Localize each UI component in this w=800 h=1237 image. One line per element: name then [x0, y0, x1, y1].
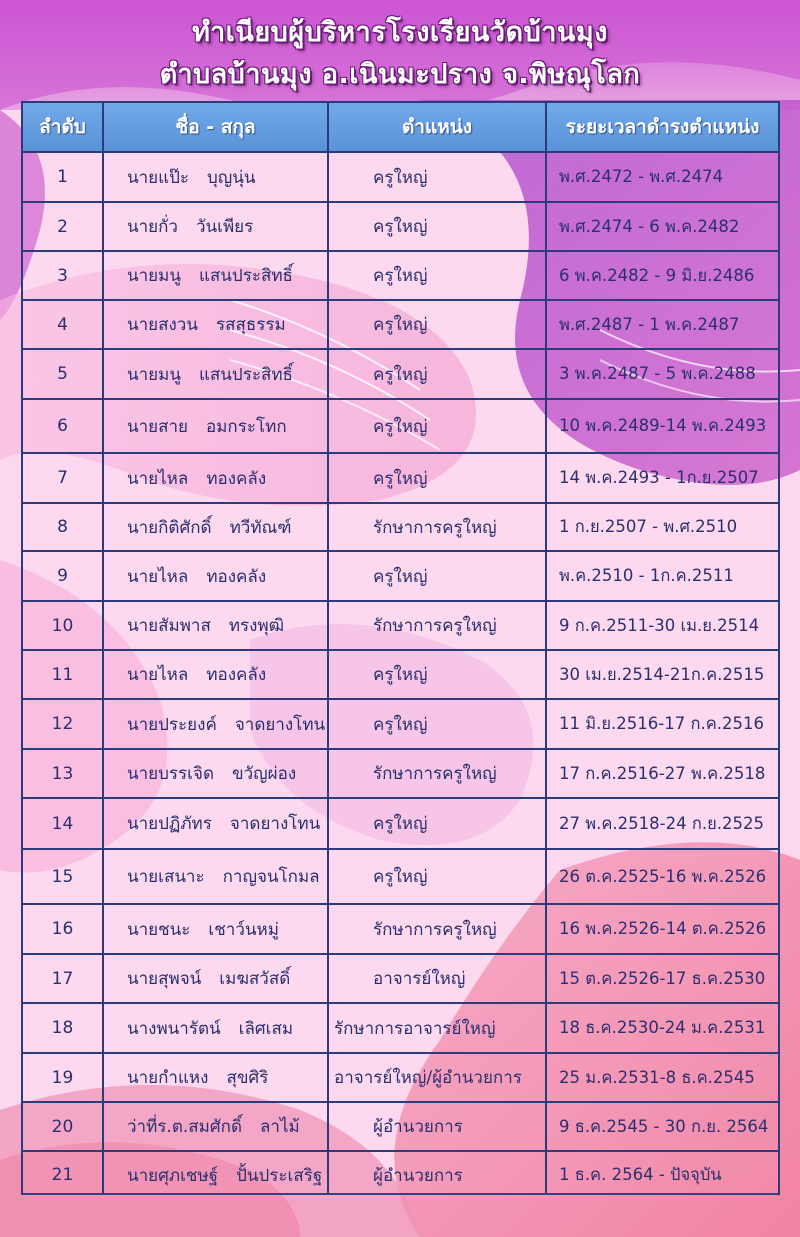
page-title: ทำเนียบผู้บริหารโรงเรียนวัดบ้านมุง	[192, 17, 608, 48]
row-order-number: 10	[51, 615, 74, 636]
row-term-period: 30 เม.ย.2514-21ก.ค.2515	[559, 664, 765, 684]
row-term-period: 16 พ.ค.2526-14 ต.ค.2526	[559, 919, 767, 938]
first-name: นายไหล	[127, 665, 189, 685]
first-name: นายกำแหง	[127, 1068, 209, 1088]
table-row	[23, 252, 778, 301]
last-name: เมฆสวัสดิ์	[219, 969, 291, 989]
table-row	[23, 301, 778, 350]
last-name: กาญจนโกมล	[222, 867, 320, 887]
last-name: รสสุธรรม	[215, 315, 286, 335]
row-position: ครูใหญ่	[373, 167, 428, 188]
last-name: บุญนุ่น	[207, 167, 256, 188]
row-term-period: 1 ก.ย.2507 - พ.ศ.2510	[559, 517, 738, 536]
row-position: ครูใหญ่	[373, 566, 428, 587]
row-order-number: 16	[51, 919, 74, 939]
table-row	[23, 504, 778, 552]
row-term-period: พ.ค.2510 - 1ก.ค.2511	[559, 566, 734, 585]
row-full-name	[127, 504, 327, 550]
first-name: นายกิติศักดิ์	[127, 517, 212, 538]
last-name: สุขศิริ	[226, 1068, 269, 1088]
row-position: ครูใหญ่	[373, 364, 428, 385]
column-header-period: ระยะเวลาดำรงตำแหน่ง	[565, 116, 760, 138]
first-name: นายปฏิภัทร	[127, 814, 212, 834]
row-order-number: 9	[57, 566, 68, 586]
row-term-period: 27 พ.ค.2518-24 ก.ย.2525	[559, 813, 764, 833]
row-position: อาจารย์ใหญ่	[373, 969, 466, 989]
last-name: จาดยางโทน	[229, 814, 321, 834]
row-full-name	[127, 700, 327, 748]
table-row	[23, 1004, 778, 1054]
row-order-number: 11	[51, 664, 74, 685]
row-position: ครูใหญ่	[373, 468, 428, 489]
row-position: รักษาการครูใหญ่	[373, 919, 497, 940]
table-row	[23, 203, 778, 252]
row-term-period: 15 ต.ค.2526-17 ธ.ค.2530	[559, 968, 766, 988]
row-order-number: 3	[57, 265, 68, 286]
row-order-number: 12	[51, 714, 74, 734]
row-position: รักษาการอาจารย์ใหญ่	[334, 1018, 496, 1039]
row-order-number: 17	[51, 968, 74, 989]
first-name: นายสัมพาส	[127, 616, 211, 636]
row-order-number: 4	[57, 314, 68, 335]
row-term-period: 26 ต.ค.2525-16 พ.ค.2526	[559, 866, 767, 886]
row-term-period: พ.ศ.2487 - 1 พ.ค.2487	[559, 314, 740, 334]
first-name: นายไหล	[127, 566, 189, 587]
row-position: รักษาการครูใหญ่	[373, 764, 497, 784]
row-order-number: 18	[51, 1018, 74, 1038]
table-row	[23, 350, 778, 400]
table-row	[23, 400, 778, 454]
column-divider	[545, 103, 547, 1193]
table-row	[23, 750, 778, 799]
table-row	[23, 1152, 778, 1198]
row-full-name	[127, 153, 327, 201]
row-order-number: 1	[57, 167, 68, 187]
row-full-name	[127, 350, 327, 398]
row-full-name	[127, 203, 327, 250]
row-order-number: 8	[57, 517, 68, 537]
row-position: ครูใหญ่	[373, 714, 428, 735]
row-full-name	[127, 400, 327, 452]
table-header	[23, 103, 778, 153]
row-order-number: 20	[51, 1116, 74, 1137]
row-term-period: 10 พ.ค.2489-14 พ.ค.2493	[559, 416, 767, 435]
first-name: นายประยงค์	[127, 714, 217, 735]
table-row	[23, 651, 778, 700]
row-full-name	[127, 850, 327, 903]
last-name: ทรงพุฒิ	[228, 616, 285, 636]
row-order-number: 15	[51, 866, 74, 887]
row-term-period: 11 มิ.ย.2516-17 ก.ค.2516	[559, 714, 764, 733]
first-name: นายเสนาะ	[127, 867, 205, 887]
last-name: เลิศเสม	[238, 1018, 294, 1039]
row-position: ครูใหญ่	[373, 416, 428, 437]
row-term-period: 18 ธ.ค.2530-24 ม.ค.2531	[559, 1018, 766, 1037]
last-name: จาดยางโทน	[234, 714, 326, 735]
row-full-name	[127, 905, 327, 953]
row-full-name	[127, 552, 327, 600]
table-row	[23, 454, 778, 504]
row-order-number: 14	[51, 813, 74, 834]
row-order-number: 6	[57, 416, 68, 436]
row-full-name	[127, 799, 327, 848]
last-name: ปั้นประเสริฐ	[236, 1165, 323, 1186]
first-name: นายไหล	[127, 468, 189, 489]
first-name: นายบรรเจิด	[127, 764, 214, 784]
row-full-name	[127, 301, 327, 348]
row-position: อาจารย์ใหญ่/ผู้อำนวยการ	[334, 1068, 522, 1088]
row-order-number: 7	[57, 468, 68, 488]
row-term-period: 1 ธ.ค. 2564 - ปัจจุบัน	[559, 1165, 722, 1184]
row-term-period: พ.ศ.2472 - พ.ศ.2474	[559, 167, 724, 186]
first-name: นายแป๊ะ	[127, 167, 190, 188]
table-row	[23, 700, 778, 750]
first-name: นายมนู	[127, 266, 181, 286]
row-term-period: พ.ศ.2474 - 6 พ.ค.2482	[559, 216, 740, 236]
row-term-period: 25 ม.ค.2531-8 ธ.ค.2545	[559, 1067, 755, 1087]
column-header-position: ตำแหน่ง	[329, 103, 547, 151]
last-name: วันเพียร	[195, 217, 254, 237]
row-full-name	[127, 1152, 327, 1198]
table-row	[23, 955, 778, 1004]
last-name: อมกระโทก	[206, 416, 287, 437]
row-order-number: 21	[51, 1165, 74, 1185]
table-row	[23, 153, 778, 203]
column-divider	[327, 103, 329, 1193]
first-name: นายสาย	[127, 416, 189, 437]
last-name: ขวัญผ่อง	[232, 764, 297, 784]
row-full-name	[127, 750, 327, 797]
column-header-name: ชื่อ - สกุล	[104, 103, 329, 151]
row-position: ครูใหญ่	[373, 266, 428, 286]
first-name: นายชนะ	[127, 919, 191, 940]
first-name: นายสงวน	[127, 315, 198, 335]
row-term-period: 9 ก.ค.2511-30 เม.ย.2514	[559, 615, 760, 635]
row-position: ผู้อำนวยการ	[373, 1117, 463, 1137]
row-order-number: 13	[51, 763, 74, 784]
row-full-name	[127, 252, 327, 299]
administrators-table	[21, 101, 780, 1195]
row-term-period: 17 ก.ค.2516-27 พ.ค.2518	[559, 763, 766, 783]
last-name: แสนประสิทธิ์	[198, 364, 293, 385]
last-name: ทองคลัง	[206, 665, 267, 685]
row-position: รักษาการครูใหญ่	[373, 616, 497, 636]
row-full-name	[127, 1054, 327, 1101]
row-position: ครูใหญ่	[373, 814, 428, 834]
row-term-period: 14 พ.ค.2493 - 1ก.ย.2507	[559, 468, 759, 487]
row-term-period: 9 ธ.ค.2545 - 30 ก.ย. 2564	[559, 1116, 769, 1136]
table-row	[23, 1054, 778, 1103]
column-header-order: ลำดับ	[23, 103, 104, 151]
row-full-name	[127, 651, 327, 698]
first-name: นายกั่ว	[127, 217, 178, 237]
row-full-name	[127, 955, 327, 1002]
first-name: นางพนารัตน์	[127, 1018, 221, 1039]
table-row	[23, 552, 778, 602]
row-position: ครูใหญ่	[373, 315, 428, 335]
row-term-period: 3 พ.ค.2487 - 5 พ.ค.2488	[559, 364, 756, 383]
first-name: ว่าที่ร.ต.สมศักดิ์	[127, 1117, 242, 1137]
last-name: เชาว์นหมู่	[208, 919, 279, 940]
table-row	[23, 905, 778, 955]
row-order-number: 2	[57, 216, 68, 237]
row-full-name	[127, 1103, 327, 1150]
last-name: ลาไม้	[259, 1117, 300, 1137]
column-divider	[102, 103, 104, 1193]
table-row	[23, 799, 778, 850]
table-row	[23, 1103, 778, 1152]
row-position: ครูใหญ่	[373, 217, 428, 237]
row-term-period: 6 พ.ค.2482 - 9 มิ.ย.2486	[559, 265, 755, 285]
row-position: ผู้อำนวยการ	[373, 1165, 463, 1186]
table-row	[23, 850, 778, 905]
row-order-number: 5	[57, 364, 68, 384]
row-full-name	[127, 454, 327, 502]
row-full-name	[127, 602, 327, 649]
first-name: นายศุภเชษฐ์	[127, 1165, 219, 1186]
last-name: ทองคลัง	[206, 468, 267, 489]
first-name: นายสุพจน์	[127, 969, 202, 989]
last-name: แสนประสิทธิ์	[198, 266, 293, 286]
page-subtitle: ตำบลบ้านมุง อ.เนินมะปราง จ.พิษณุโลก	[159, 59, 641, 90]
table-row	[23, 602, 778, 651]
last-name: ทวีทัณฑ์	[229, 517, 292, 538]
last-name: ทองคลัง	[206, 566, 267, 587]
row-position: รักษาการครูใหญ่	[373, 517, 497, 538]
row-position: ครูใหญ่	[373, 867, 428, 887]
row-order-number: 19	[51, 1067, 74, 1088]
row-position: ครูใหญ่	[373, 665, 428, 685]
first-name: นายมนู	[127, 364, 181, 385]
row-full-name	[127, 1004, 327, 1052]
